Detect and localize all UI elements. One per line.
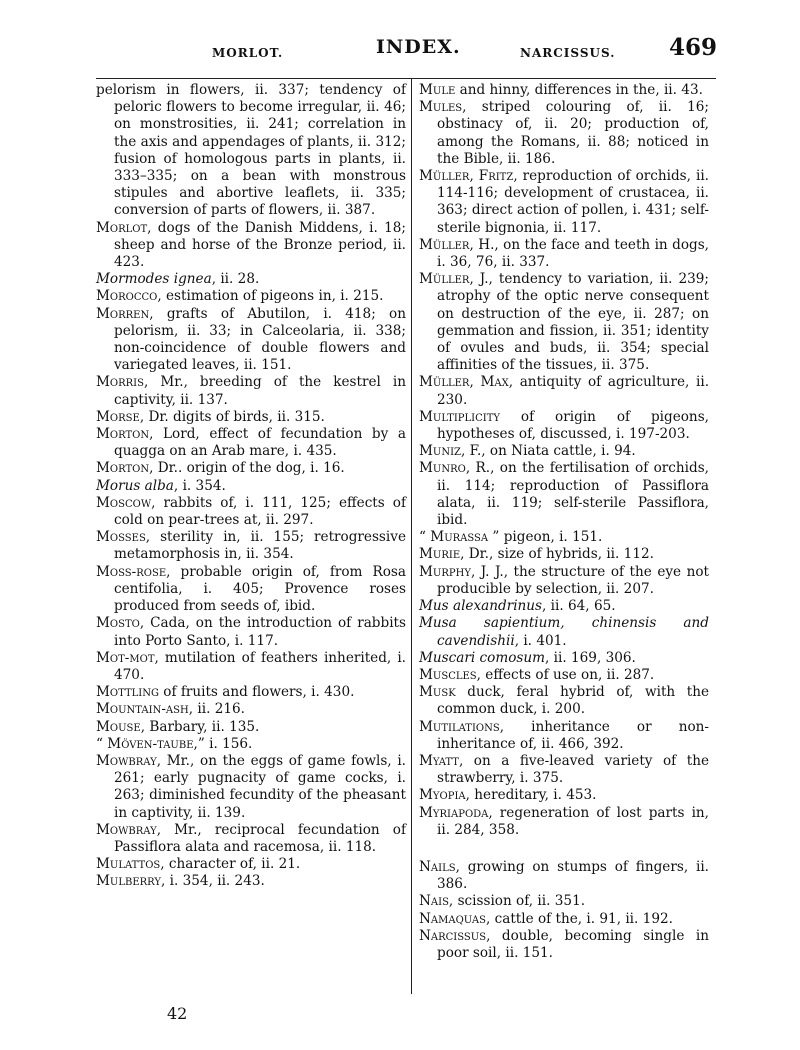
index-entry [96,495,406,529]
entry-text: , rabbits of, i. 111, 125; effects of cold on pear-trees at, ii. 297. [114,494,406,529]
index-entry [96,220,406,272]
index-entry [419,893,709,910]
entry-text: duck, feral hybrid of, with the common duck, i. 200. [437,684,709,718]
entry-heading: Mottling [96,684,159,701]
index-entry [419,787,709,804]
entry-text: , ii. 216. [188,701,245,718]
entry-text: , probable origin of, from Rosa centifolia, i. 405; Provence roses produced from seeds of, ibid. [114,563,406,615]
entry-heading: Nais [419,893,449,910]
left-running-head: MORLOT. [212,46,284,60]
page-title: INDEX. [376,36,461,58]
index-entry [419,650,709,667]
signature-mark: 42 [167,1004,188,1023]
entry-text: , Barbary, ii. 135. [140,718,260,735]
entry-text: , on a five-leaved variety of the strawberry, i. 375. [437,752,709,787]
entry-heading: Moss-rose [96,563,167,580]
entry-heading: Morton [96,460,150,477]
entry-heading: Müller, Fritz [419,168,514,185]
entry-text: i. 156. [204,735,253,752]
index-entry [419,564,709,598]
entry-text: , J. J., the structure of the eye not producible by selection, ii. 207. [437,563,709,597]
entry-heading: Mule [419,82,456,98]
index-entry [419,719,709,753]
index-entry [96,82,406,220]
entry-heading: Myatt [419,752,459,769]
entry-heading: Myopia [419,787,466,804]
entry-text: , grafts of Abutilon, i. 418; on pelorism, ii. 33; in Calceolaria, ii. 338; non-coincidence of double flowers and variegated leaves, ii. 151. [114,305,406,374]
page-header [0,34,800,74]
index-entry [96,650,406,684]
entry-text: , cattle of the, i. 91, ii. 192. [485,910,673,927]
index-entry [419,409,709,443]
entry-heading: Multiplicity [419,408,500,425]
index-entry [419,911,709,928]
left-column [96,82,406,891]
index-entry [96,271,406,288]
entry-heading: Mountain-ash [96,701,189,718]
entry-text: , Mr., reciprocal fecundation of Passiflora alata and racemosa, ii. 118. [114,821,406,855]
letter-break [419,839,709,859]
entry-heading: Morse [96,408,140,425]
entry-text: , ii. 169, 306. [545,649,636,666]
entry-heading: Narcissus [419,927,487,944]
entry-text: , Mr., on the eggs of game fowls, i. 261; early pugnacity of game cocks, i. 263; diminished fecundity of the pheasant in captivity, ii. 139. [114,752,406,821]
entry-heading: Myriapoda [419,804,489,821]
entry-heading: Mulberry [96,873,161,890]
index-entry [96,564,406,616]
index-entry [96,684,406,701]
entry-text: , effects of use on, ii. 287. [476,666,655,683]
entry-text: , Dr. digits of birds, ii. 315. [139,408,325,425]
index-entry [419,529,709,546]
entry-heading: Mowbray [96,821,157,838]
index-entry [419,859,709,893]
index-entry [419,546,709,563]
entry-heading: Mutilations [419,718,500,735]
index-entry [96,873,406,890]
index-entry [419,598,709,615]
index-entry [96,719,406,736]
index-entry [96,426,406,460]
entry-text: , scission of, ii. 351. [448,893,586,910]
index-entry [419,805,709,839]
index-entry [96,753,406,822]
entry-text: , i. 401. [514,632,567,649]
index-entry [96,856,406,873]
index-entry [96,460,406,477]
entry-heading: Morocco [96,288,158,305]
entry-text: , F., on Niata cattle, i. 94. [461,443,636,460]
entry-heading: Muniz [419,443,461,460]
entry-heading: “ Murassa ” [419,529,500,546]
entry-text: pelorism in flowers, ii. 337; tendency of peloric flowers to become irregular, ii. 46; on monstrosities, ii. 241; correlation in the axis and appendages of plants, ii. 312; fusion of homologous parts in plants, ii. 333–335; on a bean with monstrous stipules and abortive leaflets, ii. 335; conversion of parts of flowers, ii. 387. [96,82,406,219]
index-entry [96,822,406,856]
entry-heading: Mosses [96,529,146,546]
entry-text: , growing on stumps of fingers, ii. 386. [437,858,709,893]
entry-text: , ii. 64, 65. [542,598,616,615]
entry-heading: Mulattos [96,856,161,873]
entry-text: of fruits and flowers, i. 430. [158,684,355,701]
right-column [419,82,709,962]
entry-text: , Mr., breeding of the kestrel in captivity, ii. 137. [114,374,406,408]
entry-text: , i. 354, ii. 243. [161,873,265,890]
entry-heading: “ Möven-taube,” [96,735,205,752]
index-entry [419,271,709,374]
entry-heading: Müller, Max [419,374,509,391]
index-entry [96,374,406,408]
index-entry [96,306,406,375]
index-entry [419,99,709,168]
entry-text: , ii. 28. [211,271,260,288]
entry-text: , sterility in, ii. 155; retrogressive metamorphosis in, ii. 354. [114,529,406,563]
index-entry [419,374,709,408]
index-entry [96,288,406,305]
entry-text: , double, becoming single in poor soil, ii. 151. [437,927,709,961]
entry-text: , inheritance or non-inheritance of, ii. 466, 392. [437,718,709,752]
index-entry [96,529,406,563]
index-entry [96,409,406,426]
entry-text: , mutilation of feathers inherited, i. 470. [114,649,406,683]
entry-text: , Lord, effect of fecundation by a quagga on an Arab mare, i. 435. [114,426,406,460]
entry-text: , dogs of the Danish Middens, i. 18; sheep and horse of the Bronze period, ii. 423. [114,219,406,271]
entry-heading: Mouse [96,718,141,735]
entry-heading: Mot-mot [96,649,155,666]
entry-text: , i. 354. [173,477,226,494]
entry-italic: Mus alexandrinus [419,598,543,615]
entry-heading: Namaquas [419,910,486,927]
entry-text: , J., tendency to variation, ii. 239; atrophy of the optic nerve consequent on destruction of the eye, ii. 287; on gemmation and fission, ii. 351; identity of ovules and buds, ii. 354; special affinities of the tissues, ii. 375. [437,271,709,374]
index-entry [419,684,709,718]
entry-italic: Mormodes ignea [96,271,212,288]
entry-heading: Nails [419,858,456,875]
entry-text: , Dr.. origin of the dog, i. 16. [149,460,345,477]
index-entry [419,443,709,460]
entry-text: and hinny, differences in the, ii. 43. [455,82,703,98]
index-entry [419,928,709,962]
entry-text: , reproduction of orchids, ii. 114-116; development of crustacea, ii. 363; direct action of pollen, i. 431; self-sterile bignonia, ii. 117. [437,168,709,236]
index-entry [419,753,709,787]
entry-text: , H., on the face and teeth in dogs, i. 36, 76, ii. 337. [437,236,709,271]
entry-heading: Mosto [96,615,140,632]
entry-text: , character of, ii. 21. [160,856,301,873]
entry-heading: Morlot [96,219,148,236]
entry-text: , striped colouring of, ii. 16; obstinacy of, ii. 20; production of, among the Romans, ii. 88; noticed in the Bible, ii. 186. [437,99,709,167]
index-entry [419,667,709,684]
entry-italic: Muscari comosum [419,649,546,666]
entry-heading: Morris [96,374,144,391]
entry-text: , hereditary, i. 453. [465,787,597,804]
entry-heading: Morton [96,426,150,443]
entry-text: pigeon, i. 151. [499,529,603,546]
entry-italic: Morus alba [96,477,174,494]
index-entry [96,701,406,718]
entry-heading: Moscow [96,494,152,511]
index-entry [96,478,406,495]
entry-text: , Dr., size of hybrids, ii. 112. [460,546,654,563]
index-entry [96,736,406,753]
index-entry [419,82,709,99]
index-entry [419,615,709,649]
index-entry [419,460,709,529]
index-entry [419,168,709,237]
entry-heading: Murphy [419,563,471,580]
entry-text: , estimation of pigeons in, i. 215. [157,288,384,305]
entry-heading: Muscles [419,666,477,683]
entry-text: , R., on the fertilisation of orchids, ii. 114; reproduction of Passiflora alata, ii. 119; self-sterile Passiflora, ibid. [437,460,709,529]
entry-heading: Mowbray [96,752,157,769]
header-rule [96,78,716,79]
entry-heading: Mules [419,99,463,116]
entry-heading: Murie [419,546,461,563]
entry-text: , antiquity of agriculture, ii. 230. [437,374,710,408]
page-number: 469 [669,34,718,61]
right-running-head: NARCISSUS. [520,46,616,60]
entry-heading: Müller [419,236,470,253]
index-entry [96,615,406,649]
entry-heading: Munro [419,460,466,477]
entry-text: of origin of pigeons, hypotheses of, discussed, i. 197-203. [437,408,709,443]
entry-heading: Müller [419,271,470,288]
entry-text: , regeneration of lost parts in, ii. 284, 358. [437,804,709,838]
entry-text: , Cada, on the introduction of rabbits into Porto Santo, i. 117. [114,615,406,649]
column-divider [411,79,412,994]
index-entry [419,237,709,271]
entry-heading: Musk [419,684,456,701]
entry-heading: Morren [96,305,150,322]
entry-italic: Musa sapientium, chinensis and cavendishii [419,615,709,649]
